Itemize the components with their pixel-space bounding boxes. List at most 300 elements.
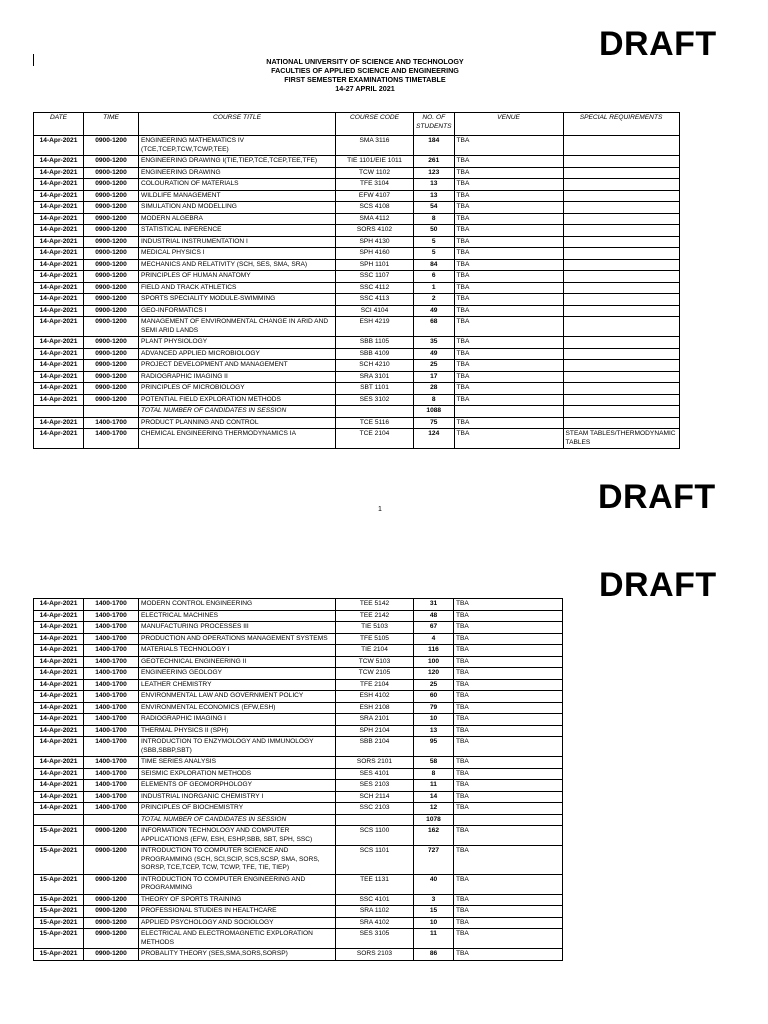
venue-cell: TBA <box>454 917 563 929</box>
students-cell: 95 <box>414 737 454 757</box>
special-req-cell <box>563 294 679 306</box>
course-title-cell: PRINCIPLES OF MICROBIOLOGY <box>139 383 336 395</box>
course-title-cell: PROJECT DEVELOPMENT AND MANAGEMENT <box>139 360 336 372</box>
course-code-cell: SSC 2103 <box>336 803 414 815</box>
draft-watermark-top: DRAFT <box>599 25 717 63</box>
course-title-cell: SIMULATION AND MODELLING <box>139 202 336 214</box>
students-cell: 100 <box>414 656 454 668</box>
date-cell: 14-Apr-2021 <box>34 610 84 622</box>
date-cell: 14-Apr-2021 <box>34 259 84 271</box>
header-university: NATIONAL UNIVERSITY OF SCIENCE AND TECHNOLOGY <box>266 57 464 66</box>
course-code-cell: TFE 3104 <box>336 179 414 191</box>
time-cell: 1400-1700 <box>84 645 139 657</box>
course-title-cell: LEATHER CHEMISTRY <box>139 679 336 691</box>
course-code-cell: SPH 1101 <box>336 259 414 271</box>
special-req-cell <box>563 225 679 237</box>
special-req-cell <box>563 317 679 337</box>
students-cell: 25 <box>414 360 455 372</box>
course-code-cell: SCS 1100 <box>336 826 414 846</box>
time-cell: 1400-1700 <box>84 791 139 803</box>
students-cell: 79 <box>414 702 454 714</box>
students-cell: 261 <box>414 156 455 168</box>
course-code-cell <box>336 406 414 418</box>
time-cell: 1400-1700 <box>84 725 139 737</box>
course-code-cell: SCS 1101 <box>336 846 414 875</box>
time-cell: 0900-1200 <box>84 348 139 360</box>
course-title-cell: MANUFACTURING PROCESSES III <box>139 622 336 634</box>
time-cell: 0900-1200 <box>84 949 139 961</box>
time-cell: 1400-1700 <box>84 656 139 668</box>
students-cell: 40 <box>414 874 454 894</box>
venue-cell: TBA <box>454 282 563 294</box>
venue-cell: TBA <box>454 691 563 703</box>
course-code-cell: SMA 4112 <box>336 213 414 225</box>
course-code-cell: SORS 2103 <box>336 949 414 961</box>
time-cell: 0900-1200 <box>84 248 139 260</box>
col-special-requirements: SPECIAL REQUIREMENTS <box>563 113 679 136</box>
header-exam-title: FIRST SEMESTER EXAMINATIONS TIMETABLE <box>284 75 446 84</box>
venue-cell: TBA <box>454 156 563 168</box>
table-row <box>34 167 680 179</box>
course-title-cell: ENVIRONMENTAL LAW AND GOVERNMENT POLICY <box>139 691 336 703</box>
table-row <box>34 622 563 634</box>
course-code-cell: SPH 4130 <box>336 236 414 248</box>
course-code-cell: SRA 2101 <box>336 714 414 726</box>
venue-cell: TBA <box>454 622 563 634</box>
students-cell: 84 <box>414 259 455 271</box>
date-cell: 14-Apr-2021 <box>34 714 84 726</box>
draft-watermark-mid: DRAFT <box>598 478 716 516</box>
course-code-cell: SMA 3116 <box>336 136 414 156</box>
students-cell: 68 <box>414 317 455 337</box>
course-code-cell: SSC 4101 <box>336 894 414 906</box>
time-cell: 0900-1200 <box>84 271 139 283</box>
special-req-cell <box>563 406 679 418</box>
date-cell: 14-Apr-2021 <box>34 757 84 769</box>
course-title-cell: PRODUCT PLANNING AND CONTROL <box>139 417 336 429</box>
document-header <box>200 57 530 93</box>
course-title-cell: THEORY OF SPORTS TRAINING <box>139 894 336 906</box>
table-row <box>34 259 680 271</box>
special-req-cell <box>563 417 679 429</box>
table-row <box>34 248 680 260</box>
venue-cell: TBA <box>454 780 563 792</box>
table-row <box>34 894 563 906</box>
students-cell: 10 <box>414 917 454 929</box>
date-cell: 14-Apr-2021 <box>34 213 84 225</box>
table-row <box>34 826 563 846</box>
table-row <box>34 360 680 372</box>
col-date: DATE <box>34 113 84 136</box>
table-row <box>34 814 563 826</box>
students-cell: 48 <box>414 610 454 622</box>
course-title-cell: TIME SERIES ANALYSIS <box>139 757 336 769</box>
venue-cell: TBA <box>454 294 563 306</box>
table-row <box>34 179 680 191</box>
course-code-cell: TIE 1101/EIE 1011 <box>336 156 414 168</box>
table-row <box>34 371 680 383</box>
date-cell: 15-Apr-2021 <box>34 929 84 949</box>
course-title-cell: ENVIRONMENTAL ECONOMICS (EFW,ESH) <box>139 702 336 714</box>
venue-cell: TBA <box>454 190 563 202</box>
students-cell: 3 <box>414 894 454 906</box>
course-code-cell: SES 3105 <box>336 929 414 949</box>
students-cell: 2 <box>414 294 455 306</box>
course-title-cell: GEOTECHNICAL ENGINEERING II <box>139 656 336 668</box>
table-row <box>34 768 563 780</box>
course-code-cell: TCW 5103 <box>336 656 414 668</box>
course-code-cell: TFE 2104 <box>336 679 414 691</box>
time-cell: 1400-1700 <box>84 691 139 703</box>
course-code-cell: TCE 5116 <box>336 417 414 429</box>
special-req-cell <box>563 136 679 156</box>
table-row <box>34 803 563 815</box>
col-students: NO. OF STUDENTS <box>414 113 455 136</box>
table-row <box>34 874 563 894</box>
venue-cell: TBA <box>454 656 563 668</box>
course-title-cell: PRODUCTION AND OPERATIONS MANAGEMENT SYSTEMS <box>139 633 336 645</box>
time-cell: 1400-1700 <box>84 803 139 815</box>
date-cell: 14-Apr-2021 <box>34 271 84 283</box>
students-cell: 5 <box>414 236 455 248</box>
special-req-cell <box>563 282 679 294</box>
special-req-cell <box>563 271 679 283</box>
col-venue: VENUE <box>454 113 563 136</box>
date-cell: 14-Apr-2021 <box>34 190 84 202</box>
students-cell: 25 <box>414 679 454 691</box>
venue-cell: TBA <box>454 317 563 337</box>
venue-cell: TBA <box>454 383 563 395</box>
special-req-cell: STEAM TABLES/THERMODYNAMIC TABLES <box>563 429 679 449</box>
course-title-cell: ENGINEERING DRAWING I(TIE,TIEP,TCE,TCEP,TEE,TFE) <box>139 156 336 168</box>
venue-cell: TBA <box>454 702 563 714</box>
venue-cell: TBA <box>454 725 563 737</box>
course-title-cell: INDUSTRIAL INSTRUMENTATION I <box>139 236 336 248</box>
table-row <box>34 949 563 961</box>
special-req-cell <box>563 337 679 349</box>
time-cell: 0900-1200 <box>84 394 139 406</box>
course-title-cell: SEISMIC EXPLORATION METHODS <box>139 768 336 780</box>
venue-cell: TBA <box>454 248 563 260</box>
students-cell: 8 <box>414 213 455 225</box>
special-req-cell <box>563 371 679 383</box>
special-req-cell <box>563 348 679 360</box>
students-cell: 75 <box>414 417 455 429</box>
special-req-cell <box>563 190 679 202</box>
course-title-cell: ELEMENTS OF GEOMORPHOLOGY <box>139 780 336 792</box>
time-cell: 0900-1200 <box>84 259 139 271</box>
table-row <box>34 645 563 657</box>
table-row <box>34 294 680 306</box>
time-cell: 1400-1700 <box>84 714 139 726</box>
special-req-cell <box>563 360 679 372</box>
course-title-cell: PROBALITY THEORY (SES,SMA,SORS,SORSP) <box>139 949 336 961</box>
date-cell: 14-Apr-2021 <box>34 348 84 360</box>
time-cell: 0900-1200 <box>84 305 139 317</box>
time-cell: 0900-1200 <box>84 371 139 383</box>
time-cell: 0900-1200 <box>84 190 139 202</box>
date-cell: 14-Apr-2021 <box>34 236 84 248</box>
students-cell: 4 <box>414 633 454 645</box>
course-title-cell: COLOURATION OF MATERIALS <box>139 179 336 191</box>
date-cell: 15-Apr-2021 <box>34 917 84 929</box>
course-code-cell: TEE 2142 <box>336 610 414 622</box>
venue-cell: TBA <box>454 906 563 918</box>
students-cell: 13 <box>414 725 454 737</box>
special-req-cell <box>563 383 679 395</box>
time-cell: 0900-1200 <box>84 317 139 337</box>
time-cell: 1400-1700 <box>84 780 139 792</box>
timetable-page2 <box>33 598 563 961</box>
students-cell: 17 <box>414 371 455 383</box>
students-cell: 116 <box>414 645 454 657</box>
date-cell: 14-Apr-2021 <box>34 136 84 156</box>
date-cell: 15-Apr-2021 <box>34 846 84 875</box>
course-code-cell: SSC 1107 <box>336 271 414 283</box>
course-code-cell: SCH 4210 <box>336 360 414 372</box>
venue-cell: TBA <box>454 360 563 372</box>
course-title-cell: CHEMICAL ENGINEERING THERMODYNAMICS IA <box>139 429 336 449</box>
table-header-row <box>34 113 680 136</box>
table-row <box>34 610 563 622</box>
table-row <box>34 725 563 737</box>
course-code-cell: SBT 1101 <box>336 383 414 395</box>
time-cell: 0900-1200 <box>84 846 139 875</box>
table-row <box>34 337 680 349</box>
students-cell: 86 <box>414 949 454 961</box>
special-req-cell <box>563 305 679 317</box>
course-title-cell: TOTAL NUMBER OF CANDIDATES IN SESSION <box>139 814 336 826</box>
table-row <box>34 348 680 360</box>
table-row <box>34 202 680 214</box>
students-cell: 11 <box>414 780 454 792</box>
date-cell: 14-Apr-2021 <box>34 737 84 757</box>
course-title-cell: TOTAL NUMBER OF CANDIDATES IN SESSION <box>139 406 336 418</box>
time-cell: 1400-1700 <box>84 610 139 622</box>
students-cell: 35 <box>414 337 455 349</box>
special-req-cell <box>563 202 679 214</box>
venue-cell: TBA <box>454 236 563 248</box>
special-req-cell <box>563 156 679 168</box>
special-req-cell <box>563 213 679 225</box>
venue-cell: TBA <box>454 791 563 803</box>
students-cell: 14 <box>414 791 454 803</box>
course-code-cell: ESH 2108 <box>336 702 414 714</box>
date-cell: 14-Apr-2021 <box>34 305 84 317</box>
header-faculties: FACULTIES OF APPLIED SCIENCE AND ENGINEERING <box>271 66 459 75</box>
course-title-cell: PRINCIPLES OF HUMAN ANATOMY <box>139 271 336 283</box>
table-row <box>34 780 563 792</box>
date-cell: 14-Apr-2021 <box>34 780 84 792</box>
time-cell: 0900-1200 <box>84 202 139 214</box>
table-row <box>34 714 563 726</box>
special-req-cell <box>563 394 679 406</box>
time-cell: 0900-1200 <box>84 383 139 395</box>
venue-cell <box>454 814 563 826</box>
date-cell: 14-Apr-2021 <box>34 691 84 703</box>
course-title-cell: PROFESSIONAL STUDIES IN HEALTHCARE <box>139 906 336 918</box>
table-row <box>34 406 680 418</box>
course-code-cell: SORS 2101 <box>336 757 414 769</box>
students-cell: 8 <box>414 394 455 406</box>
time-cell: 0900-1200 <box>84 360 139 372</box>
time-cell: 0900-1200 <box>84 179 139 191</box>
course-code-cell: SRA 1102 <box>336 906 414 918</box>
special-req-cell <box>563 236 679 248</box>
date-cell <box>34 814 84 826</box>
table-row <box>34 156 680 168</box>
date-cell: 14-Apr-2021 <box>34 317 84 337</box>
course-title-cell: MEDICAL PHYSICS I <box>139 248 336 260</box>
time-cell: 1400-1700 <box>84 668 139 680</box>
course-title-cell: MATERIALS TECHNOLOGY I <box>139 645 336 657</box>
students-cell: 50 <box>414 225 455 237</box>
date-cell: 15-Apr-2021 <box>34 949 84 961</box>
table-row <box>34 679 563 691</box>
date-cell: 14-Apr-2021 <box>34 803 84 815</box>
date-cell: 14-Apr-2021 <box>34 768 84 780</box>
students-cell: 28 <box>414 383 455 395</box>
date-cell: 14-Apr-2021 <box>34 599 84 611</box>
venue-cell: TBA <box>454 949 563 961</box>
table-row <box>34 656 563 668</box>
course-title-cell: RADIOGRAPHIC IMAGING II <box>139 371 336 383</box>
course-code-cell: SSC 4112 <box>336 282 414 294</box>
course-code-cell: ESH 4219 <box>336 317 414 337</box>
draft-watermark-page2: DRAFT <box>599 566 717 604</box>
date-cell: 15-Apr-2021 <box>34 874 84 894</box>
time-cell: 1400-1700 <box>84 599 139 611</box>
table-row <box>34 633 563 645</box>
time-cell: 0900-1200 <box>84 294 139 306</box>
course-title-cell: APPLIED PSYCHOLOGY AND SOCIOLOGY <box>139 917 336 929</box>
course-code-cell: SORS 4102 <box>336 225 414 237</box>
date-cell: 14-Apr-2021 <box>34 248 84 260</box>
course-title-cell: GEO-INFORMATICS I <box>139 305 336 317</box>
col-time: TIME <box>84 113 139 136</box>
col-course-title: COURSE TITLE <box>139 113 336 136</box>
venue-cell: TBA <box>454 929 563 949</box>
date-cell: 14-Apr-2021 <box>34 679 84 691</box>
students-cell: 49 <box>414 348 455 360</box>
table-row <box>34 906 563 918</box>
course-code-cell: TCW 1102 <box>336 167 414 179</box>
venue-cell: TBA <box>454 826 563 846</box>
venue-cell: TBA <box>454 225 563 237</box>
date-cell: 14-Apr-2021 <box>34 702 84 714</box>
course-code-cell: SPH 4160 <box>336 248 414 260</box>
table-row <box>34 271 680 283</box>
students-cell: 13 <box>414 179 455 191</box>
time-cell <box>84 814 139 826</box>
students-cell: 31 <box>414 599 454 611</box>
course-code-cell: EFW 4107 <box>336 190 414 202</box>
special-req-cell <box>563 167 679 179</box>
time-cell <box>84 406 139 418</box>
venue-cell: TBA <box>454 337 563 349</box>
venue-cell: TBA <box>454 874 563 894</box>
venue-cell: TBA <box>454 757 563 769</box>
special-req-cell <box>563 248 679 260</box>
students-cell: 60 <box>414 691 454 703</box>
time-cell: 1400-1700 <box>84 757 139 769</box>
table-row <box>34 136 680 156</box>
venue-cell: TBA <box>454 259 563 271</box>
table-row <box>34 190 680 202</box>
date-cell: 14-Apr-2021 <box>34 282 84 294</box>
table-row <box>34 702 563 714</box>
venue-cell: TBA <box>454 417 563 429</box>
venue-cell: TBA <box>454 610 563 622</box>
course-title-cell: SPORTS SPECIALITY MODULE-SWIMMING <box>139 294 336 306</box>
students-cell: 727 <box>414 846 454 875</box>
date-cell <box>34 406 84 418</box>
course-title-cell: STATISTICAL INFERENCE <box>139 225 336 237</box>
course-title-cell: ADVANCED APPLIED MICROBIOLOGY <box>139 348 336 360</box>
course-code-cell: TIE 2104 <box>336 645 414 657</box>
time-cell: 0900-1200 <box>84 156 139 168</box>
date-cell: 14-Apr-2021 <box>34 725 84 737</box>
venue-cell: TBA <box>454 305 563 317</box>
course-code-cell: SRA 4102 <box>336 917 414 929</box>
venue-cell: TBA <box>454 167 563 179</box>
time-cell: 0900-1200 <box>84 225 139 237</box>
date-cell: 14-Apr-2021 <box>34 337 84 349</box>
time-cell: 1400-1700 <box>84 702 139 714</box>
date-cell: 14-Apr-2021 <box>34 225 84 237</box>
students-cell: 1078 <box>414 814 454 826</box>
date-cell: 14-Apr-2021 <box>34 167 84 179</box>
table-row <box>34 791 563 803</box>
students-cell: 5 <box>414 248 455 260</box>
course-code-cell: SES 2103 <box>336 780 414 792</box>
table-row <box>34 757 563 769</box>
course-title-cell: WILDLIFE MANAGEMENT <box>139 190 336 202</box>
course-code-cell: SBB 1105 <box>336 337 414 349</box>
course-title-cell: THERMAL PHYSICS II (SPH) <box>139 725 336 737</box>
course-title-cell: ENGINEERING DRAWING <box>139 167 336 179</box>
venue-cell: TBA <box>454 846 563 875</box>
course-title-cell: INFORMATION TECHNOLOGY AND COMPUTER APPLICATIONS (EFW, ESH, ESHP,SBB, SBT, SPH, SSC) <box>139 826 336 846</box>
date-cell: 14-Apr-2021 <box>34 791 84 803</box>
time-cell: 0900-1200 <box>84 136 139 156</box>
venue-cell: TBA <box>454 371 563 383</box>
page-number: 1 <box>378 506 382 513</box>
course-code-cell <box>336 814 414 826</box>
students-cell: 58 <box>414 757 454 769</box>
course-code-cell: ESH 4102 <box>336 691 414 703</box>
col-course-code: COURSE CODE <box>336 113 414 136</box>
venue-cell: TBA <box>454 737 563 757</box>
venue-cell: TBA <box>454 768 563 780</box>
course-code-cell: SPH 2104 <box>336 725 414 737</box>
course-title-cell: INTRODUCTION TO COMPUTER SCIENCE AND PROGRAMMING (SCH, SCI,SCIP, SCS,SCSP, SMA, SORS, SORSP, TCE,TCEP, TCW, TCWP, TFE, TIE, TIEP) <box>139 846 336 875</box>
venue-cell: TBA <box>454 599 563 611</box>
table-row <box>34 417 680 429</box>
table-row <box>34 668 563 680</box>
venue-cell: TBA <box>454 136 563 156</box>
students-cell: 67 <box>414 622 454 634</box>
venue-cell: TBA <box>454 213 563 225</box>
time-cell: 1400-1700 <box>84 429 139 449</box>
course-code-cell: SBB 2104 <box>336 737 414 757</box>
course-code-cell: TCW 2105 <box>336 668 414 680</box>
venue-cell: TBA <box>454 179 563 191</box>
course-code-cell: SCS 4108 <box>336 202 414 214</box>
venue-cell <box>454 406 563 418</box>
table-row <box>34 429 680 449</box>
time-cell: 1400-1700 <box>84 417 139 429</box>
